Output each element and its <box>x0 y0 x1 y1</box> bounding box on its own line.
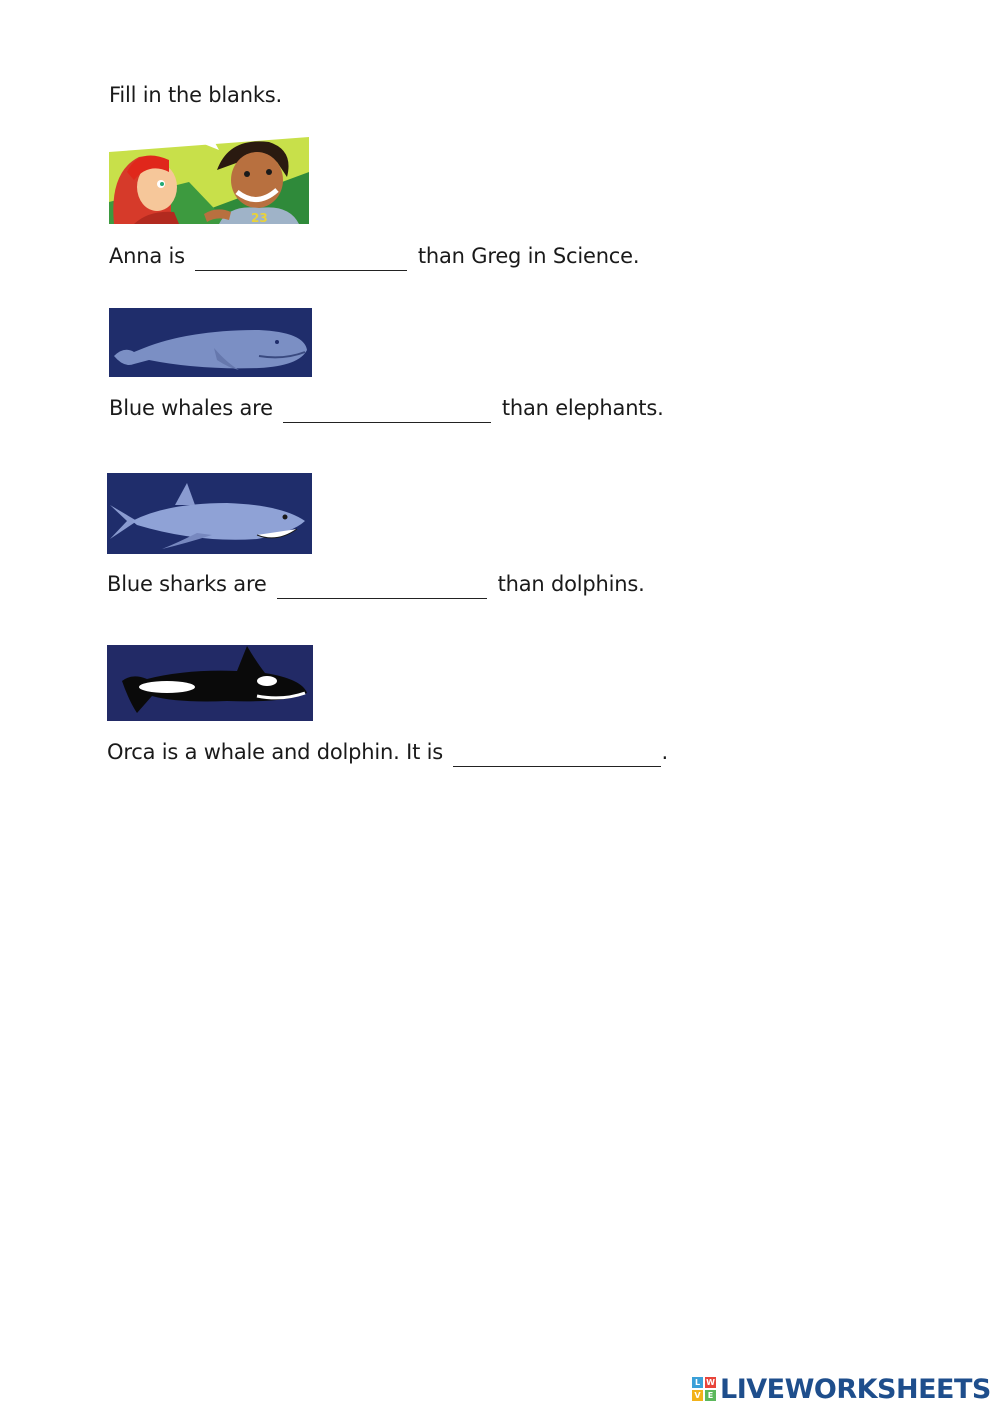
answer-4-input[interactable] <box>453 744 661 767</box>
question-4-before: Orca is a whale and dolphin. It is <box>107 740 443 764</box>
logo-letter-l: L <box>692 1377 703 1388</box>
cartoon-kids-image <box>109 132 309 224</box>
question-3-before: Blue sharks are <box>107 572 267 596</box>
blue-whale-image <box>109 308 312 377</box>
orca-image <box>107 641 313 721</box>
question-1-before: Anna is <box>109 244 185 268</box>
logo-letter-e: E <box>705 1390 716 1401</box>
svg-text:23: 23 <box>251 211 268 224</box>
question-4-after: . <box>661 740 668 764</box>
blue-shark-image <box>107 473 312 554</box>
liveworksheets-brand <box>692 1373 991 1405</box>
question-3-after: than dolphins. <box>497 572 645 596</box>
question-2-before: Blue whales are <box>109 396 273 420</box>
brand-name: LIVEWORKSHEETS <box>720 1373 991 1405</box>
answer-1-input[interactable] <box>195 248 407 271</box>
instruction-heading: Fill in the blanks. <box>109 83 283 107</box>
question-2 <box>109 396 664 423</box>
logo-letter-w: W <box>706 1378 715 1387</box>
answer-3-input[interactable] <box>277 576 487 599</box>
question-1-after: than Greg in Science. <box>417 244 640 268</box>
question-1 <box>109 244 639 271</box>
question-3 <box>107 572 645 599</box>
liveworksheets-logo-icon <box>692 1377 716 1401</box>
logo-letter-v: V <box>692 1390 703 1401</box>
question-4 <box>107 740 668 767</box>
answer-2-input[interactable] <box>283 400 491 423</box>
question-2-after: than elephants. <box>501 396 664 420</box>
